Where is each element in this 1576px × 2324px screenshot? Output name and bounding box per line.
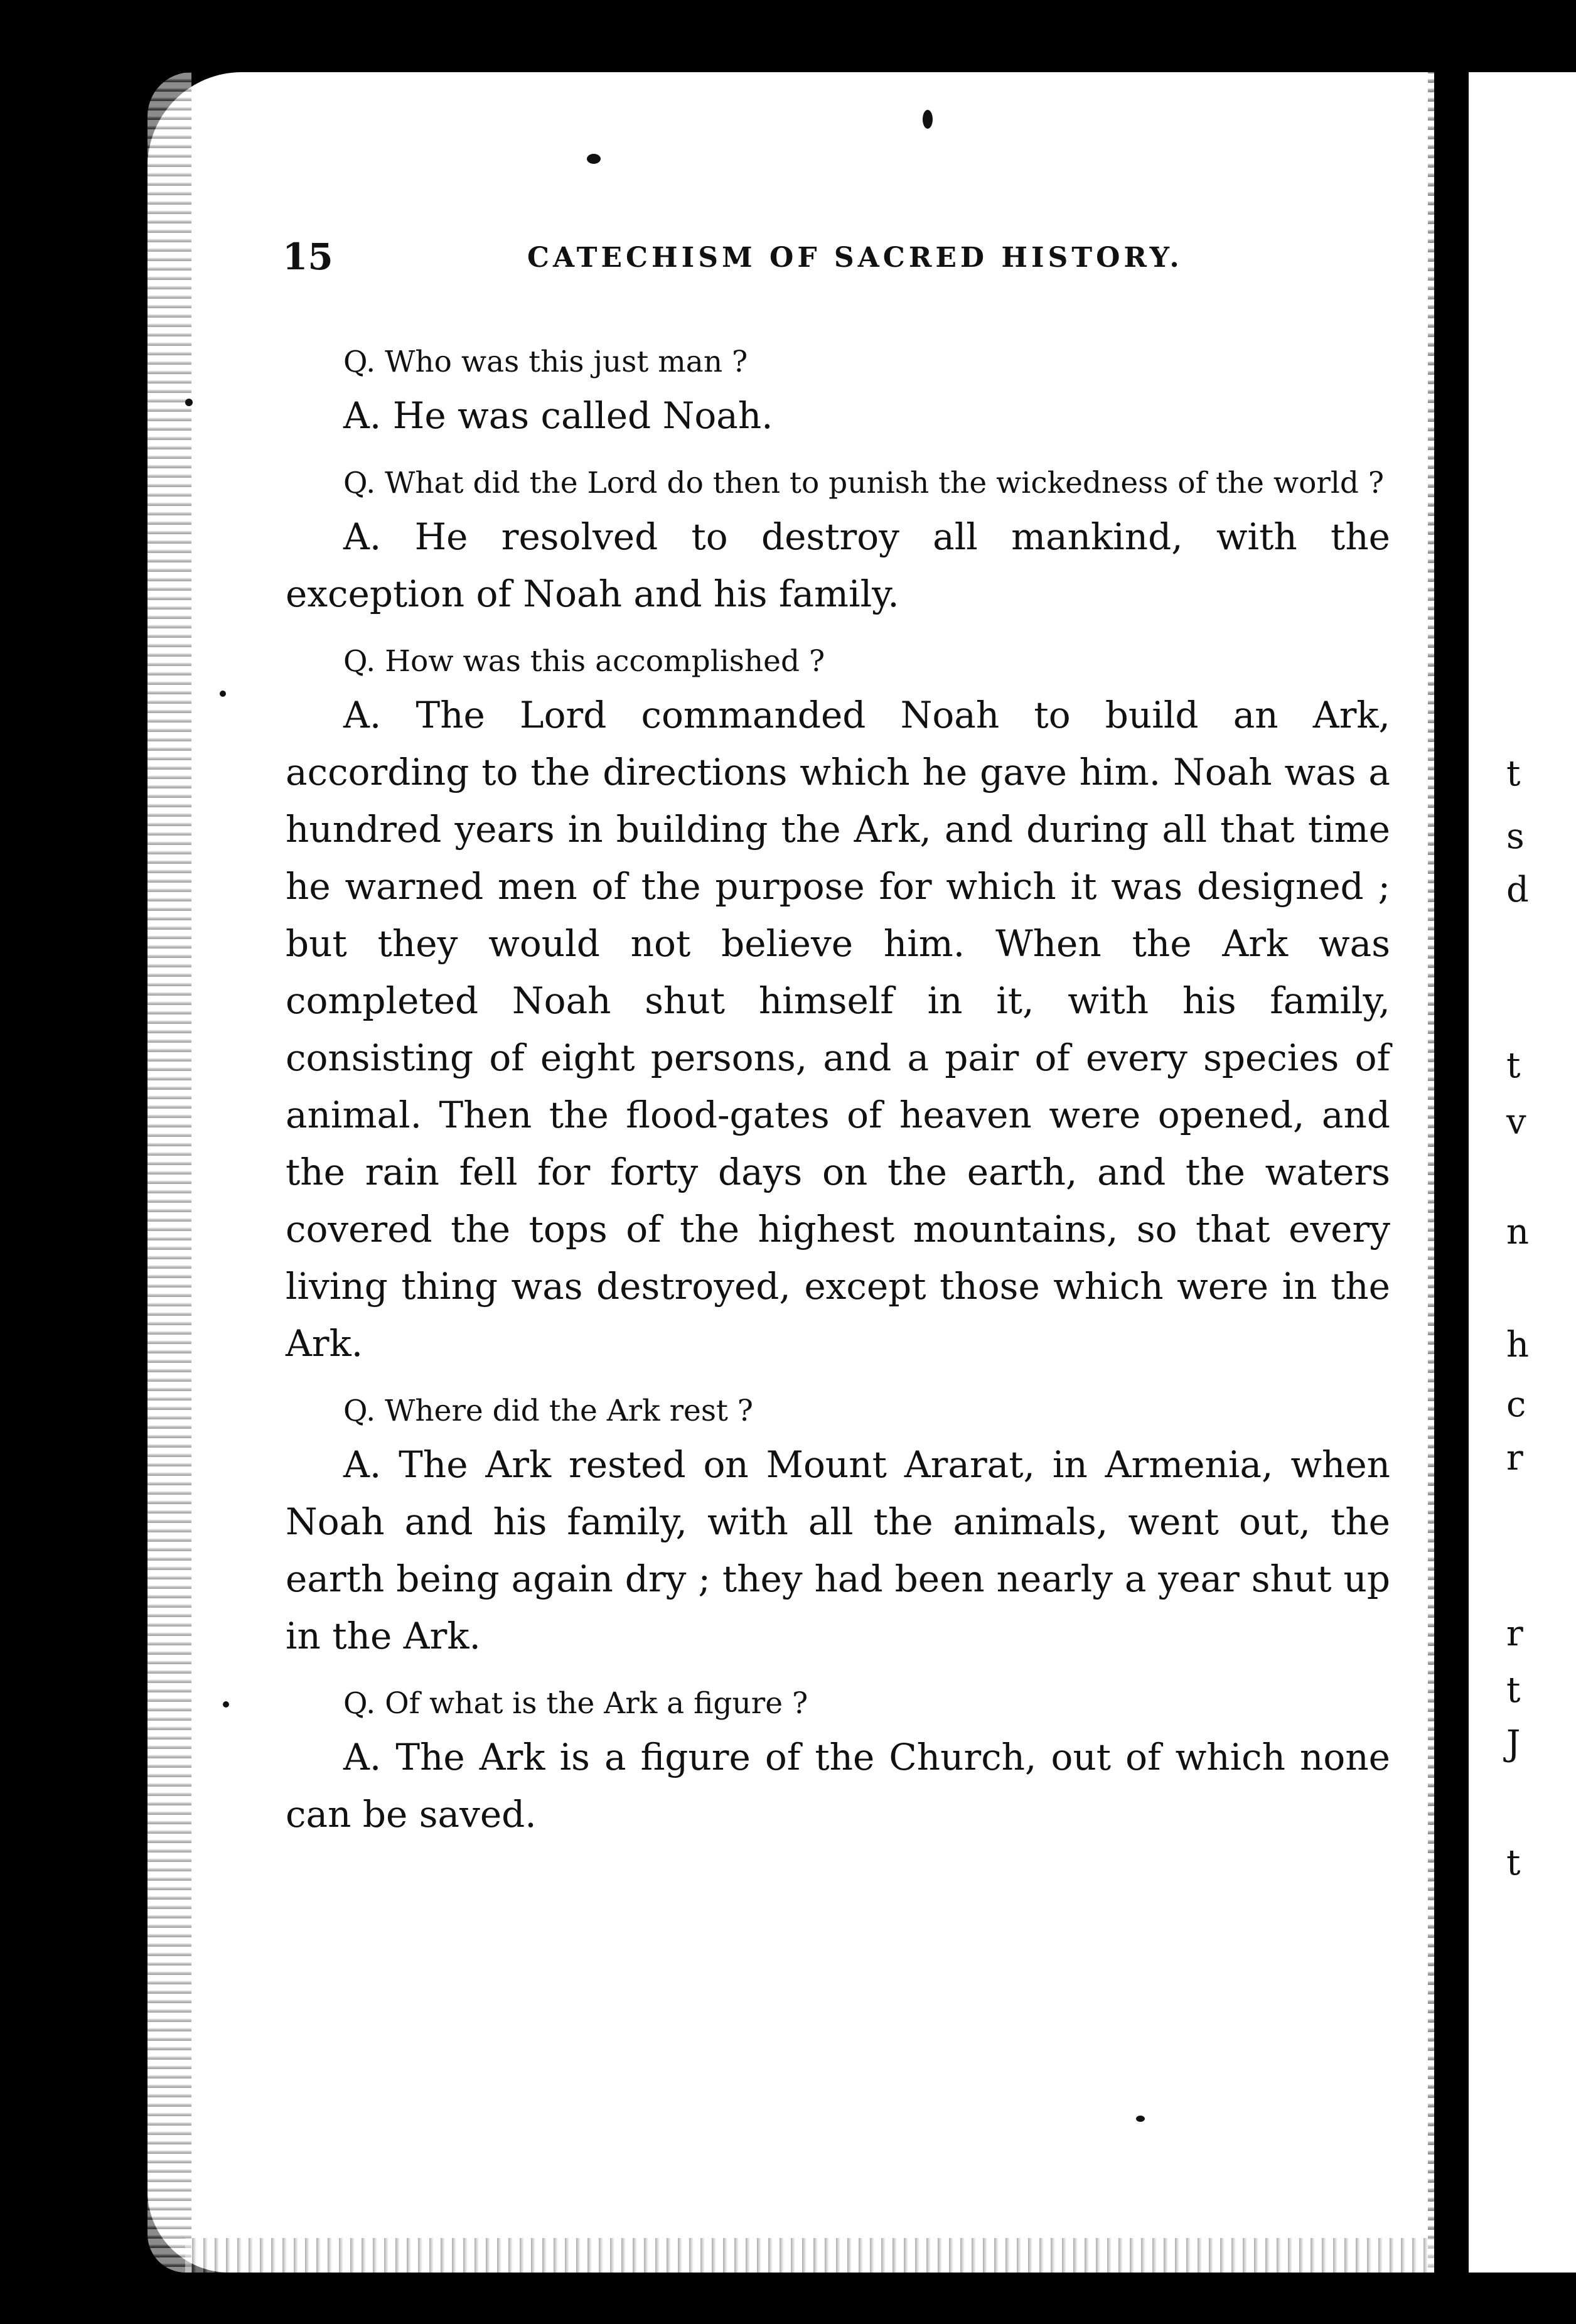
ink-speck (223, 1701, 229, 1708)
ink-speck (185, 399, 193, 406)
facing-page-letter: t (1506, 753, 1521, 794)
answer: A. The Ark is a figure of the Church, out of which none can be saved. (286, 1736, 1390, 1836)
catechism-text (286, 323, 1390, 1843)
facing-page-letter: v (1506, 1102, 1526, 1143)
ink-speck (923, 110, 933, 129)
facing-page-letter: s (1506, 816, 1525, 857)
facing-page-letter: h (1506, 1325, 1530, 1365)
facing-page-letter: c (1506, 1384, 1526, 1425)
facing-page-letter: r (1506, 1438, 1523, 1478)
facing-page-letter: n (1506, 1212, 1530, 1252)
page-number: 15 (282, 235, 333, 278)
facing-page-letter: t (1506, 1045, 1521, 1086)
answer: A. He resolved to destroy all mankind, with the exception of Noah and his family. (286, 515, 1390, 615)
question: Q. Where did the Ark rest ? (343, 1394, 753, 1428)
facing-page-letter: J (1506, 1723, 1521, 1764)
facing-page-letter: t (1506, 1670, 1521, 1711)
page-edge-bottom (185, 2238, 1440, 2273)
question: Q. How was this accomplished ? (343, 644, 825, 679)
question: Q. What did the Lord do then to punish the wickedness of the world ? (343, 466, 1385, 500)
book-gutter (1434, 72, 1469, 2273)
facing-page-letter: r (1506, 1613, 1523, 1654)
page-header (282, 235, 1349, 292)
answer: A. The Ark rested on Mount Ararat, in Armenia, when Noah and his family, with all the animals, went out, the earth being again dry ; they had been nearly a year shut up in the Ark. (286, 1443, 1390, 1657)
answer: A. He was called Noah. (343, 394, 773, 437)
facing-page (1469, 72, 1576, 2273)
answer: A. The Lord commanded Noah to build an Ark, according to the directions which he gave him. Noah was a hundred years in building the Ark, and during all that time he warned men of the purpose for which it was designed ; but they would not believe him. When the Ark was completed Noah shut himself in it, with his family, consisting of eight persons, and a pair of every species of animal. Then the flood-gates of heaven were opened, and the rain fell for forty days on the earth, and the waters covered the tops of the highest mountains, so that every living thing was destroyed, except those which were in the Ark. (286, 694, 1390, 1365)
question: Q. Who was this just man ? (343, 345, 748, 379)
facing-page-letter: d (1506, 869, 1529, 910)
question: Q. Of what is the Ark a figure ? (343, 1686, 808, 1721)
ink-speck (220, 691, 226, 697)
ink-speck (587, 154, 601, 164)
running-title: CATECHISM OF SACRED HISTORY. (527, 242, 1183, 274)
facing-page-letter: t (1506, 1843, 1521, 1883)
ink-speck (1136, 2116, 1145, 2122)
